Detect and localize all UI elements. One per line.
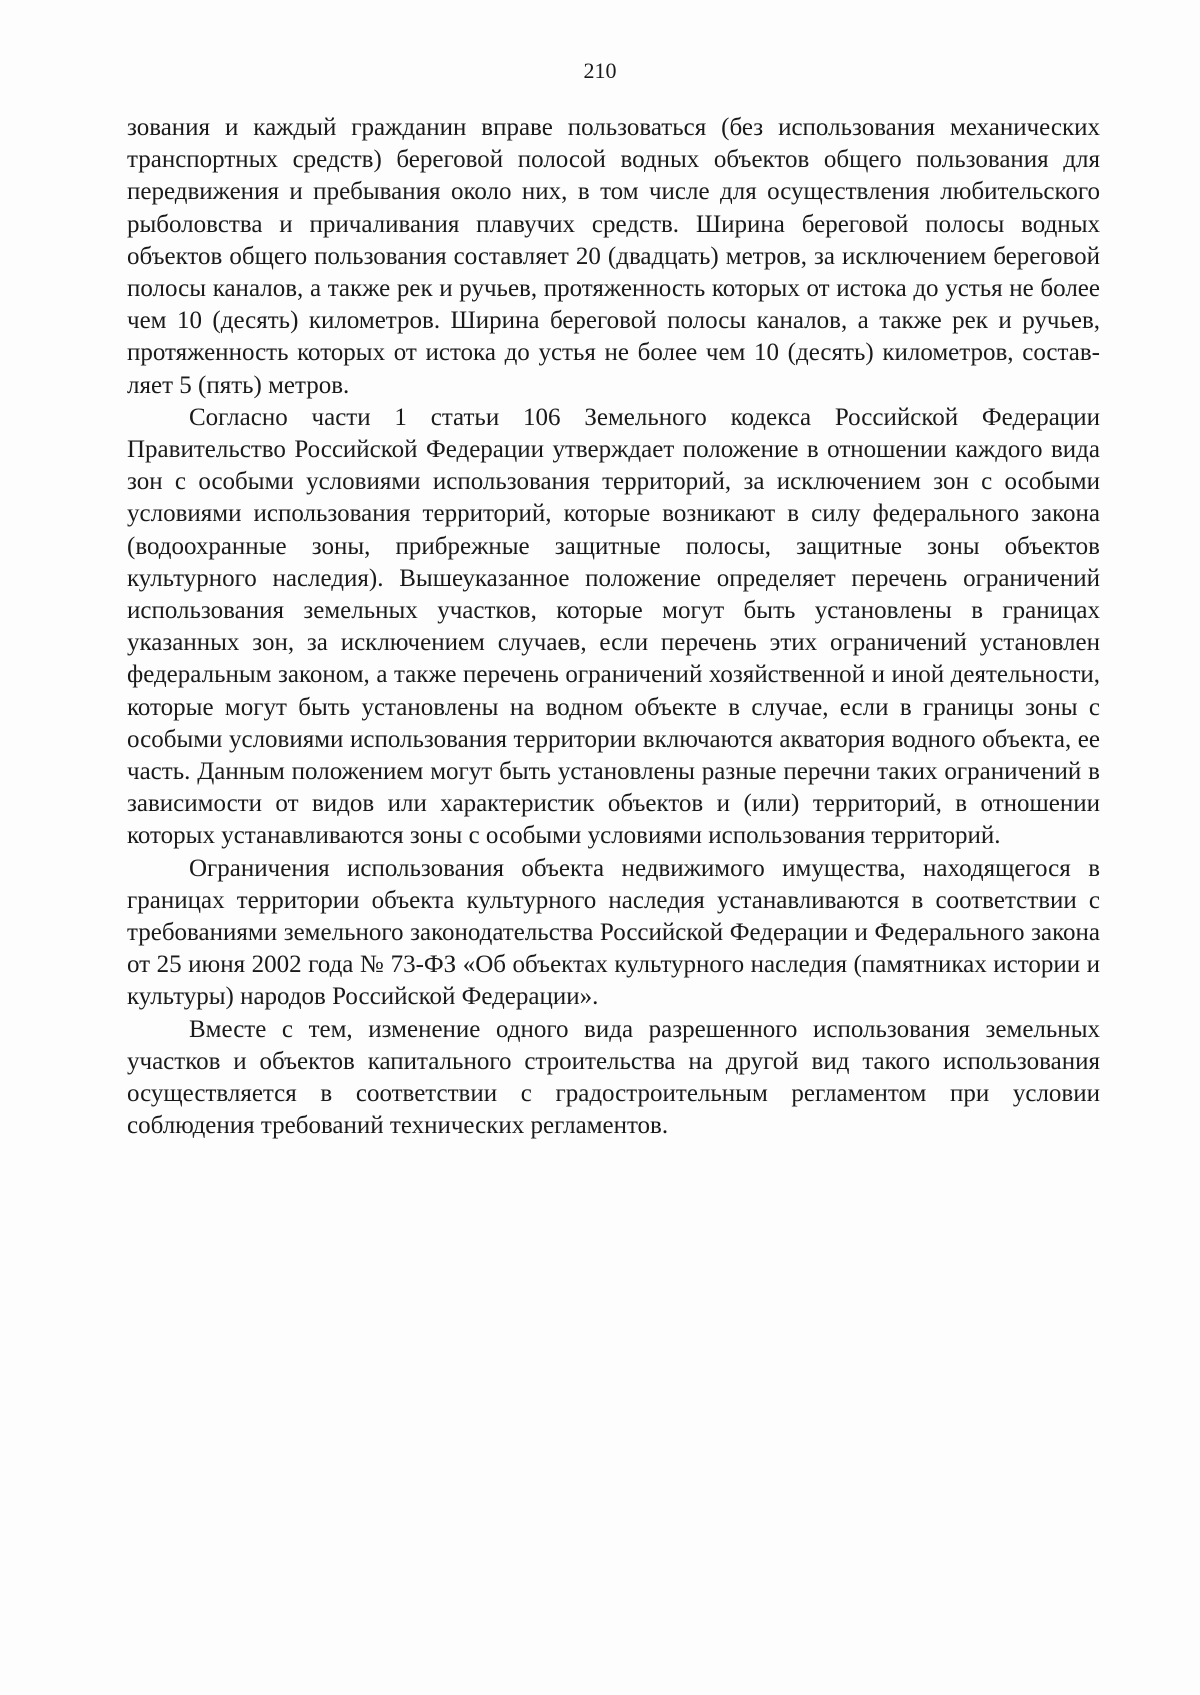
page-number: 210 xyxy=(583,58,617,83)
paragraph-cultural-heritage: Ограничения использования объекта недвижимого имущества, находящегося в границах территории объекта культурного наследия устанавливаются в соответствии с требованиями земельного законодательства Российской Федерации и Федерального закона от 25 июня 2002 года № 73-ФЗ «Об объектах культурного наследия (памятниках истории и культуры) народов Российской Федерации». xyxy=(127,854,1100,1011)
body-text xyxy=(127,112,1100,1143)
paragraph-land-code-article: Согласно части 1 статьи 106 Земельного кодекса Российской Федерации Правительство Российской Федерации утверждает положение в отношении каждого вида зон с особыми условиями использования территорий, за исключением зон с особыми условиями использования территорий, которые возникают в силу федерального закона (водоохранные зоны, прибрежные защитные полосы, защитные зоны объектов культурного наследия). Вышеуказанное положение определяет перечень ограничений использования земельных участков, которые могут быть установлены в границах указанных зон, за исключением случаев, если перечень этих ограничений установлен федеральным законом, а также перечень ограничений хозяйственной и иной деятельности, которые могут быть установлены на водном объекте в случае, если в границы зоны с особыми условиями использования территории включаются акватория водного объекта, ее часть. Данным положением могут быть установлены разные перечни таких ограничений в зависимости от видов или характеристик объектов и (или) территорий, в отношении которых устанавливаются зоны с особыми условиями использования территорий. xyxy=(127,403,1100,850)
paragraph-continuation: зования и каждый гражданин вправе пользоваться (без использования механических транспортных средств) береговой полосой водных объектов общего пользования для передвижения и пребывания около них, в том числе для осуществления любительского рыболовства и причаливания плавучих средств. Ширина береговой полосы водных объектов общего пользования составляет 20 (двадцать) метров, за исключением береговой полосы каналов, а также рек и ручьев, протяженность которых от истока до устья не более чем 10 (десять) километров. Ширина береговой полосы каналов, а также рек и ручьев, протяженность которых от истока до устья не более чем 10 (десять) километров, составляет 5 (пять) метров. xyxy=(127,114,1100,399)
paragraph-permitted-use-change: Вместе с тем, изменение одного вида разрешенного использования земельных участков и объектов капитального строительства на другой вид такого использования осуществляется в соответствии с градостроительным регламентом при условии соблюдения требований технических регламентов. xyxy=(127,1015,1100,1140)
